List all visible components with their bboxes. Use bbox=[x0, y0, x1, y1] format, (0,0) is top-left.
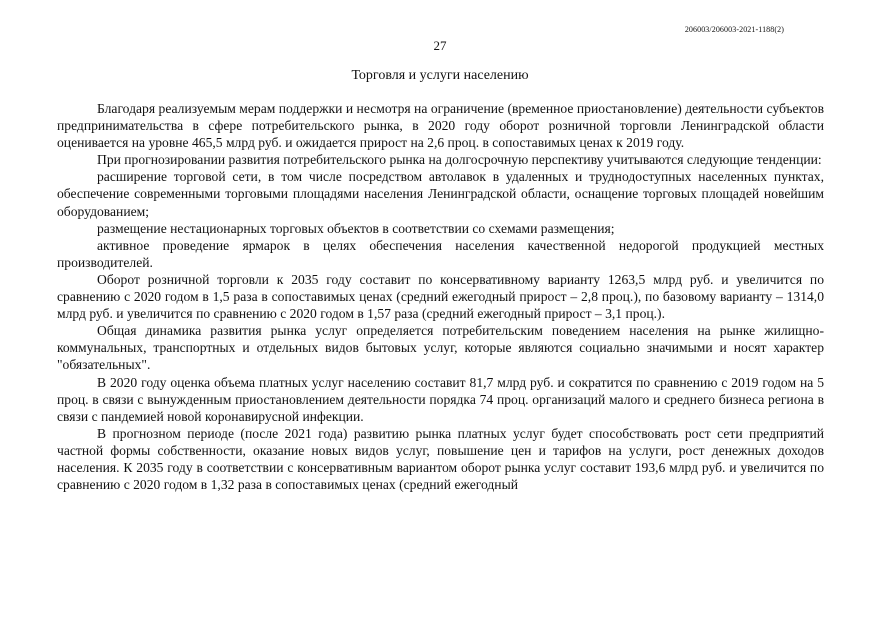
paragraph: размещение нестационарных торговых объектов в соответствии со схемами размещения; bbox=[97, 220, 615, 236]
paragraph: активное проведение ярмарок в целях обеспечения населения качественной недорогой продукцией местных производителей. bbox=[57, 237, 824, 270]
paragraph: Оборот розничной торговли к 2035 году составит по консервативному варианту 1263,5 млрд руб. и увеличится по сравнению с 2020 годом в 1,5 раза в сопоставимых ценах (средний ежегодный прирост – 2,8 проц.), по базовому варианту – 1314,0 млрд руб. и увеличится по сравнению с 2020 годом в 1,57 раза (средний ежегодный прирост – 3,1 проц.). bbox=[57, 271, 824, 322]
section-title: Торговля и услуги населению bbox=[351, 68, 529, 83]
paragraph: При прогнозировании развития потребительского рынка на долгосрочную перспективу учитываются следующие тенденции: bbox=[97, 152, 822, 168]
document-body bbox=[57, 100, 824, 493]
paragraph: Благодаря реализуемым мерам поддержки и несмотря на ограничение (временное приостановление) деятельности субъектов предпринимательства в сфере потребительского рынка, в 2020 году оборот розничной торговли Ленинградской области оценивается на уровне 465,5 млрд руб. и ожидается прирост на 2,6 проц. в сопоставимых ценах к 2019 году. bbox=[57, 101, 824, 151]
page-number: 27 bbox=[433, 38, 447, 53]
paragraph: расширение торговой сети, в том числе посредством автолавок в удаленных и труднодоступных населенных пунктах, обеспечение современными торговыми площадями населения Ленинградской области, оснащение торговых площадей новейшим оборудованием; bbox=[57, 169, 824, 219]
paragraph: Общая динамика развития рынка услуг определяется потребительским поведением населения на рынке жилищно-коммунальных, транспортных и отдельных видов бытовых услуг, которые являются социально значимыми и носят характер "обязательных". bbox=[57, 323, 824, 373]
paragraph: В 2020 году оценка объема платных услуг населению составит 81,7 млрд руб. и сократится по сравнению с 2019 годом на 5 проц. в связи с вынужденным приостановлением деятельности порядка 74 проц. организаций малого и среднего бизнеса региона в связи с пандемией новой коронавирусной инфекции. bbox=[57, 374, 824, 424]
paragraph: В прогнозном периоде (после 2021 года) развитию рынка платных услуг будет способствовать рост сети предприятий частной формы собственности, оказание новых видов услуг, повышение цен и тарифов на услуги, рост денежных доходов населения. К 2035 году в соответствии с консервативным вариантом оборот рынка услуг составит 193,6 млрд руб. и увеличится по сравнению с 2020 годом в 1,32 раза в сопоставимых ценах (средний ежегодный bbox=[57, 425, 824, 493]
document-id: 206003/206003-2021-1188(2) bbox=[684, 25, 784, 34]
